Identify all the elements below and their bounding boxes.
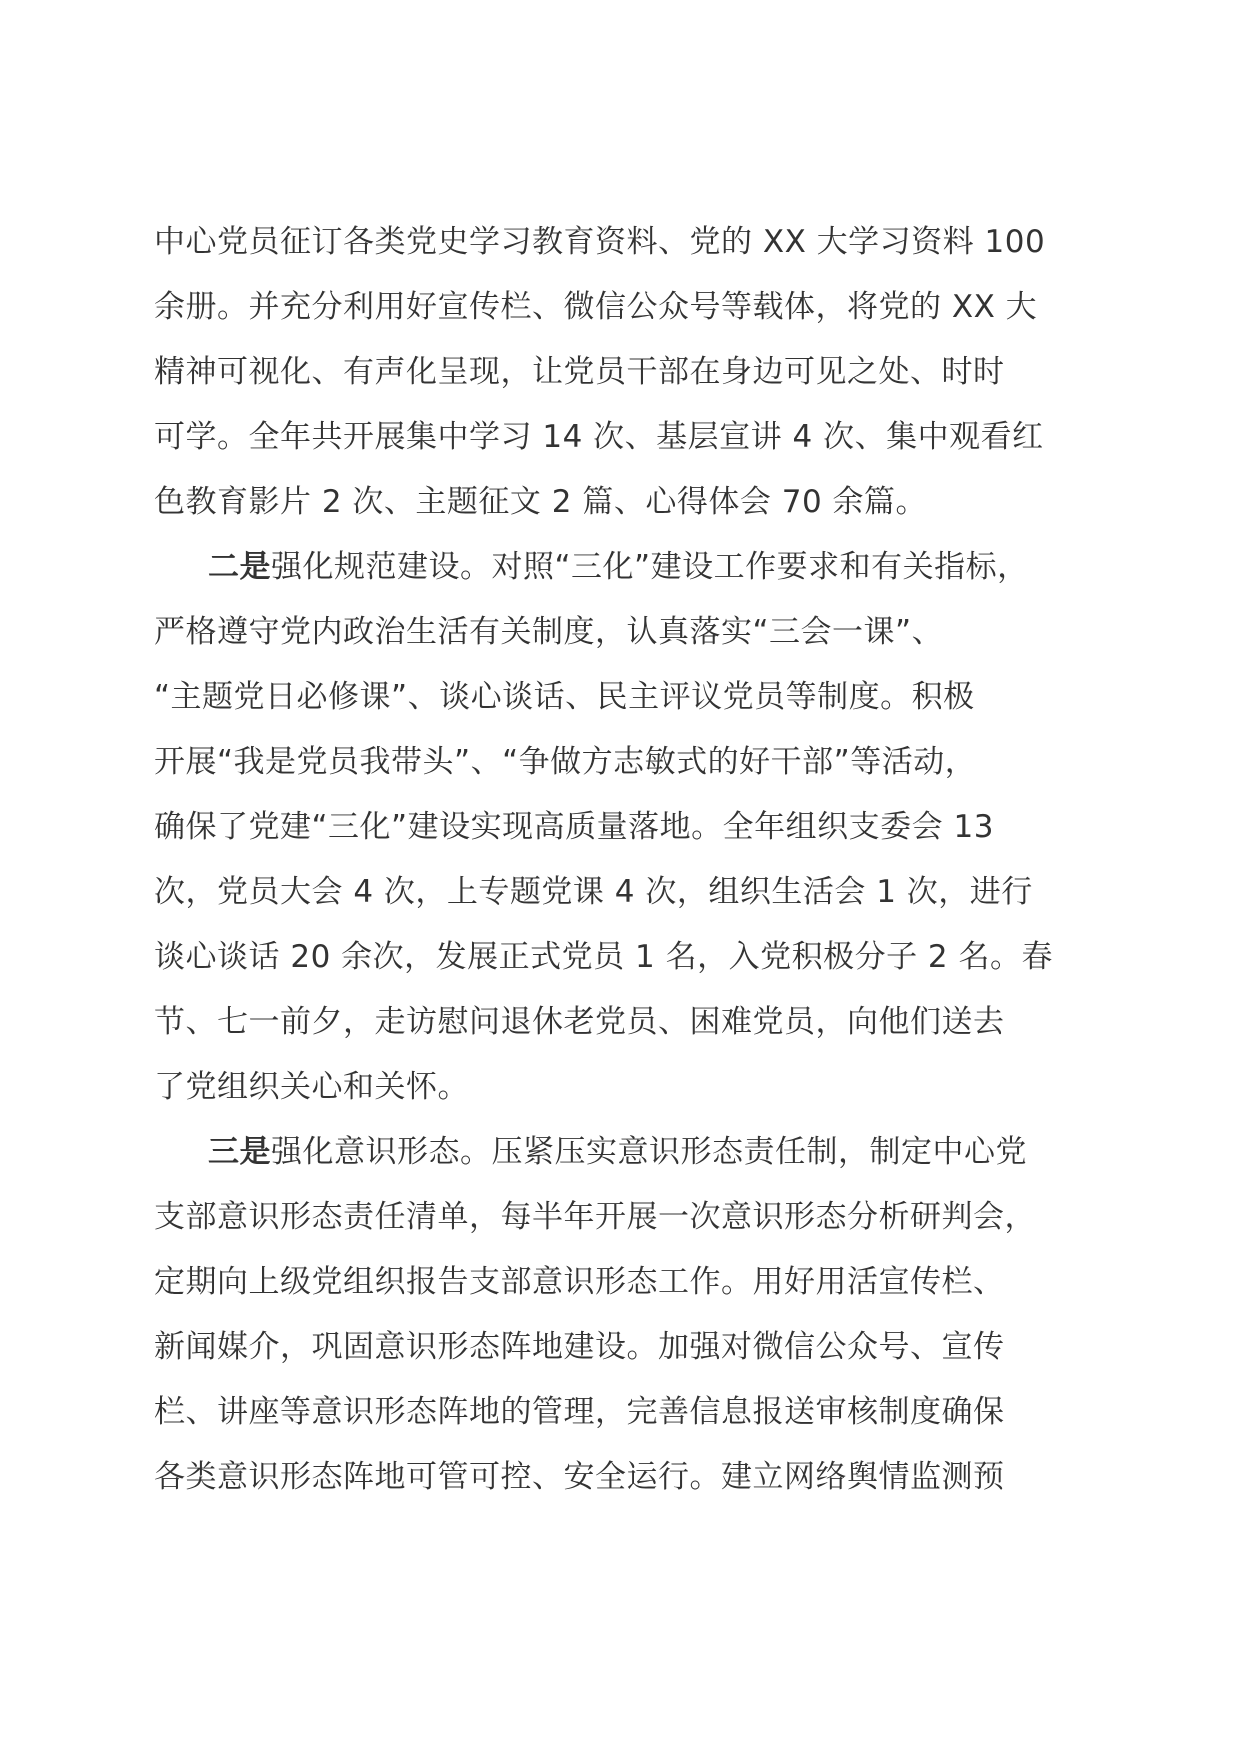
paragraph-line: 各类意识形态阵地可管可控、安全运行。建立网络舆情监测预 bbox=[154, 1459, 1005, 1495]
paragraph-line: “主题党日必修课”、谈心谈话、民主评议党员等制度。积极 bbox=[154, 679, 975, 715]
paragraph-line: 了党组织关心和关怀。 bbox=[154, 1069, 469, 1105]
paragraph-line: 栏、讲座等意识形态阵地的管理，完善信息报送审核制度确保 bbox=[154, 1394, 1005, 1430]
paragraph-line: 谈心谈话 20 余次，发展正式党员 1 名，入党积极分子 2 名。春 bbox=[154, 939, 1054, 975]
paragraph-line: 余册。并充分利用好宣传栏、微信公众号等载体，将党的 XX 大 bbox=[154, 289, 1038, 325]
paragraph-line: 色教育影片 2 次、主题征文 2 篇、心得体会 70 余篇。 bbox=[154, 484, 928, 520]
paragraph-first-line bbox=[208, 1130, 1158, 1174]
paragraph-line: 支部意识形态责任清单，每半年开展一次意识形态分析研判会， bbox=[154, 1199, 1036, 1235]
paragraph-text: 强化意识形态。压紧压实意识形态责任制，制定中心党 bbox=[271, 1134, 1027, 1170]
paragraph-line: 新闻媒介，巩固意识形态阵地建设。加强对微信公众号、宣传 bbox=[154, 1329, 1005, 1365]
paragraph-line: 定期向上级党组织报告支部意识形态工作。用好用活宣传栏、 bbox=[154, 1264, 1005, 1300]
paragraph-line: 开展“我是党员我带头”、“争做方志敏式的好干部”等活动， bbox=[154, 744, 977, 780]
paragraph-line: 可学。全年共开展集中学习 14 次、基层宣讲 4 次、集中观看红 bbox=[154, 419, 1044, 455]
paragraph-line: 严格遵守党内政治生活有关制度，认真落实“三会一课”、 bbox=[154, 614, 944, 650]
paragraph-line: 确保了党建“三化”建设实现高质量落地。全年组织支委会 13 bbox=[154, 809, 994, 845]
paragraph-line: 节、七一前夕，走访慰问退休老党员、困难党员，向他们送去 bbox=[154, 1004, 1005, 1040]
paragraph-lead: 二是 bbox=[208, 549, 271, 585]
paragraph-lead: 三是 bbox=[208, 1134, 271, 1170]
paragraph-line: 精神可视化、有声化呈现，让党员干部在身边可见之处、时时 bbox=[154, 354, 1005, 390]
paragraph-line: 中心党员征订各类党史学习教育资料、党的 XX 大学习资料 100 bbox=[154, 224, 1046, 260]
paragraph-text: 强化规范建设。对照“三化”建设工作要求和有关指标， bbox=[271, 549, 1029, 585]
paragraph-line: 次，党员大会 4 次，上专题党课 4 次，组织生活会 1 次，进行 bbox=[154, 874, 1033, 910]
paragraph-first-line bbox=[208, 545, 1158, 589]
